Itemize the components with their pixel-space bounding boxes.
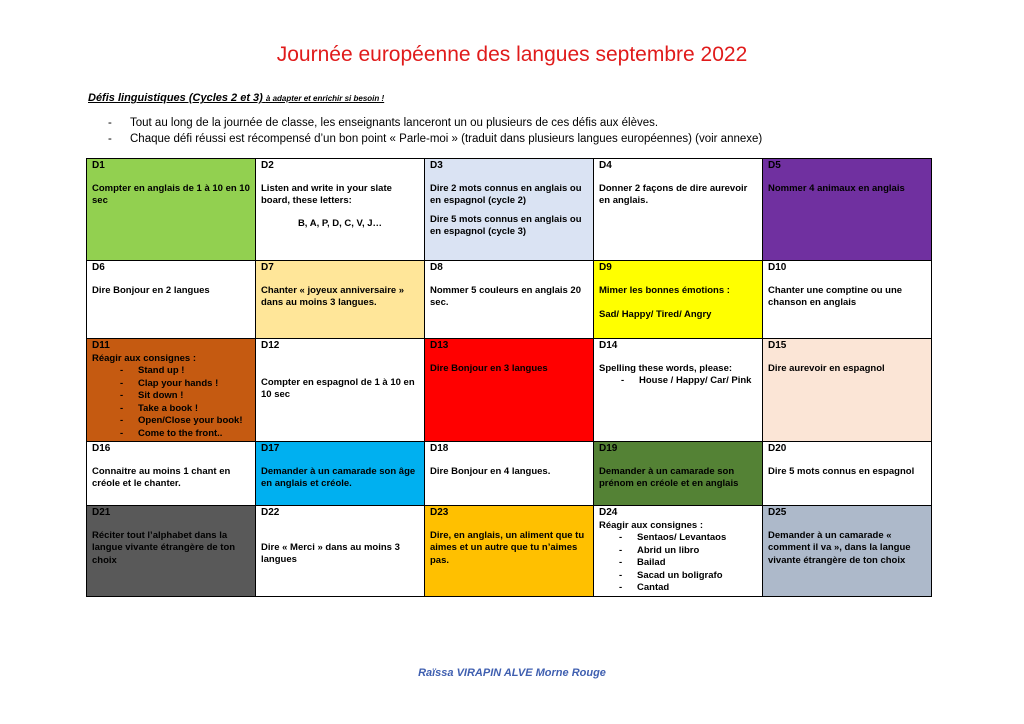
cell-d18: [425, 442, 594, 506]
cell-code: D19: [599, 443, 618, 454]
cell-d15: [763, 339, 932, 442]
list-item: - Stand up !: [120, 365, 250, 378]
cell-code: D15: [768, 340, 787, 351]
cell-d22: [256, 506, 425, 597]
cell-text: Mimer les bonnes émotions :: [599, 284, 730, 296]
cell-text: Réagir aux consignes :: [92, 352, 197, 364]
cell-text: Dire Bonjour en 2 langues: [92, 284, 210, 296]
cell-d12: [256, 339, 425, 442]
instruction-list: [599, 532, 757, 595]
cell-text: Réciter tout l’alphabet dans la langue vivante étrangère de ton choix: [92, 529, 236, 566]
cell-d24: [594, 506, 763, 597]
cell-d20: [763, 442, 932, 506]
cell-text: Spelling these words, please:: [599, 362, 733, 374]
cell-text: Sad/ Happy/ Tired/ Angry: [599, 309, 712, 320]
cell-d9: [594, 261, 763, 339]
cell-text: Connaitre au moins 1 chant en créole et le chanter.: [92, 465, 231, 489]
cell-code: D16: [92, 443, 111, 454]
cell-text: Listen and write in your slate board, these letters:: [261, 182, 392, 206]
cell-code: D12: [261, 340, 280, 351]
cell-letters: B, A, P, D, C, V, J…: [297, 217, 383, 229]
cell-code: D25: [768, 507, 787, 518]
cell-d25: [763, 506, 932, 597]
list-item: - Clap your hands !: [120, 378, 250, 391]
cell-text: Dire aurevoir en espagnol: [768, 362, 885, 374]
cell-d5: [763, 159, 932, 261]
cell-text: Demander à un camarade « comment il va », dans la langue vivante étrangère de ton choix: [768, 529, 911, 566]
cell-code: D23: [430, 507, 449, 518]
list-item: - Cantad: [619, 582, 757, 595]
list-item: - Sentaos/ Levantaos: [619, 532, 757, 545]
subtitle-note: à adapter et enrichir si besoin !: [265, 94, 385, 103]
cell-text: Donner 2 façons de dire aurevoir en anglais.: [599, 182, 748, 206]
cell-text: Chanter « joyeux anniversaire » dans au moins 3 langues.: [261, 284, 405, 308]
list-item: - Bailad: [619, 557, 757, 570]
cell-code: D8: [430, 262, 443, 273]
bullet-item: - Chaque défi réussi est récompensé d’un bon point « Parle-moi » (traduit dans plusieurs langues européennes) (voir annexe): [108, 132, 762, 148]
cell-d3: [425, 159, 594, 261]
cell-code: D24: [599, 507, 618, 518]
list-item: - Come to the front..: [120, 428, 250, 441]
list-item: - House / Happy/ Car/ Pink: [621, 375, 757, 388]
cell-d7: [256, 261, 425, 339]
cell-d21: [87, 506, 256, 597]
list-item: - Abrid un libro: [619, 545, 757, 558]
cell-text: Dire, en anglais, un aliment que tu aimes et un autre que tu n’aimes pas.: [430, 529, 585, 566]
instruction-list: [92, 365, 250, 440]
cell-text: Demander à un camarade son prénom en créole et en anglais: [599, 465, 739, 489]
cell-text: Nommer 4 animaux en anglais: [768, 182, 905, 194]
list-item: - Sit down !: [120, 390, 250, 403]
cell-text: Réagir aux consignes :: [599, 519, 704, 531]
cell-code: D1: [92, 160, 105, 171]
cell-code: D13: [430, 340, 449, 351]
cell-d4: [594, 159, 763, 261]
cell-d23: [425, 506, 594, 597]
subtitle-main: Défis linguistiques (Cycles 2 et 3): [88, 92, 263, 104]
cell-d10: [763, 261, 932, 339]
cell-code: D20: [768, 443, 787, 454]
challenges-table: [86, 158, 932, 597]
bullet-item: - Tout au long de la journée de classe, les enseignants lanceront un ou plusieurs de ces défis aux élèves.: [108, 116, 762, 132]
cell-d2: [256, 159, 425, 261]
cell-d11: [87, 339, 256, 442]
cell-code: D3: [430, 160, 443, 171]
cell-d16: [87, 442, 256, 506]
cell-d14: [594, 339, 763, 442]
cell-text: Dire Bonjour en 3 langues: [430, 362, 548, 374]
word-list: [599, 375, 757, 388]
cell-text: Dire 5 mots connus en espagnol: [768, 465, 915, 477]
list-item: - Sacad un boligrafo: [619, 570, 757, 583]
intro-bullets: [108, 116, 762, 147]
cell-code: D6: [92, 262, 105, 273]
cell-text: Nommer 5 couleurs en anglais 20 sec.: [430, 284, 582, 308]
cell-code: D7: [261, 262, 274, 273]
cell-d17: [256, 442, 425, 506]
list-item: - Open/Close your book!: [120, 415, 250, 428]
cell-code: D21: [92, 507, 111, 518]
cell-code: D9: [599, 262, 612, 273]
cell-d8: [425, 261, 594, 339]
cell-text: Compter en espagnol de 1 à 10 en 10 sec: [261, 376, 415, 400]
cell-code: D11: [92, 340, 110, 351]
cell-d6: [87, 261, 256, 339]
list-item: - Take a book !: [120, 403, 250, 416]
page-title: Journée européenne des langues septembre 2022: [276, 43, 748, 66]
cell-code: D10: [768, 262, 787, 273]
cell-d1: [87, 159, 256, 261]
cell-code: D2: [261, 160, 274, 171]
cell-code: D14: [599, 340, 618, 351]
cell-text: Dire 2 mots connus en anglais ou en espagnol (cycle 2): [430, 182, 582, 206]
cell-text: Dire 5 mots connus en anglais ou en espagnol (cycle 3): [430, 213, 582, 237]
cell-code: D22: [261, 507, 280, 518]
cell-text: Compter en anglais de 1 à 10 en 10 sec: [92, 182, 250, 206]
cell-text: Chanter une comptine ou une chanson en anglais: [768, 284, 903, 308]
cell-text: Demander à un camarade son âge en anglais et créole.: [261, 465, 416, 489]
footer-author: Raïssa VIRAPIN ALVE Morne Rouge: [418, 667, 606, 679]
cell-d13: [425, 339, 594, 442]
cell-d19: [594, 442, 763, 506]
cell-code: D5: [768, 160, 781, 171]
cell-code: D4: [599, 160, 612, 171]
subtitle: [88, 92, 384, 104]
cell-code: D17: [261, 443, 280, 454]
cell-text: Dire Bonjour en 4 langues.: [430, 465, 551, 477]
cell-code: D18: [430, 443, 449, 454]
cell-text: Dire « Merci » dans au moins 3 langues: [261, 541, 400, 565]
